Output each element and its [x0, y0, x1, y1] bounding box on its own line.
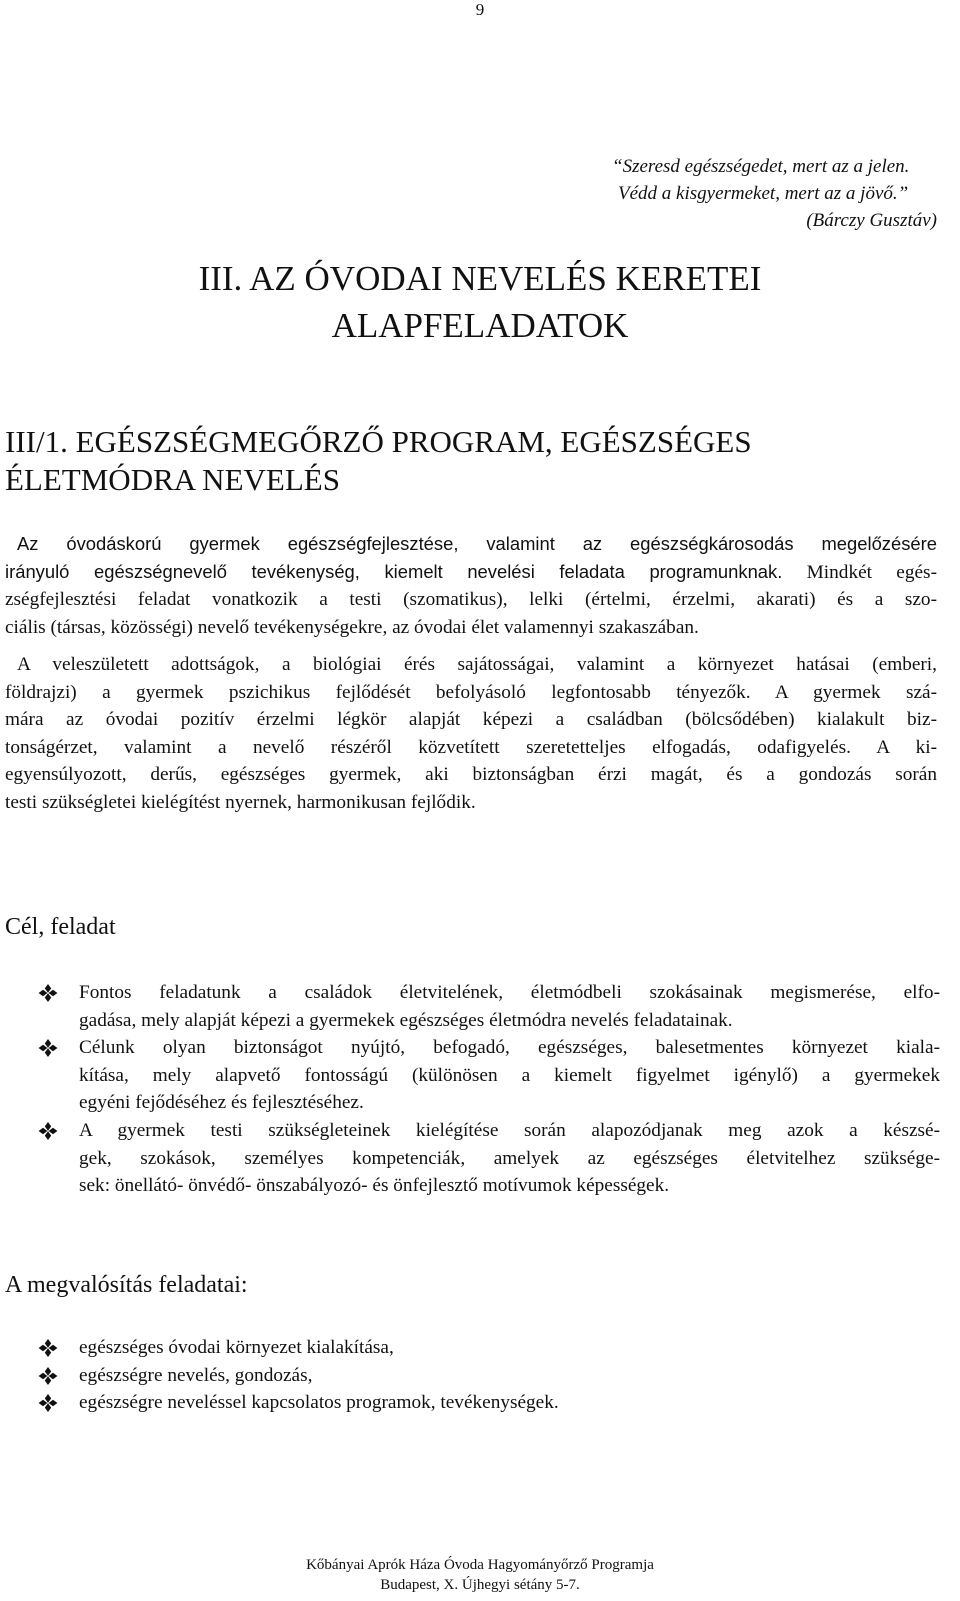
section-title-line-1: III/1. EGÉSZSÉGMEGŐRZŐ PROGRAM, EGÉSZSÉGES — [5, 424, 752, 459]
goal-heading: Cél, feladat — [5, 914, 116, 940]
chapter-title-line-2: ALAPFELADATOK — [331, 306, 629, 345]
intro-line — [5, 558, 937, 587]
four-diamond-icon — [38, 984, 58, 1002]
paragraph-line: tonságérzet, valamint a nevelő részéről közvetített szeretetteljes elfogadás, odafigyelés. A ki- — [5, 736, 937, 758]
section-title — [5, 423, 935, 499]
chapter-title-line-1: III. AZ ÓVODAI NEVELÉS KERETEI — [198, 259, 762, 298]
four-diamond-icon — [38, 1039, 58, 1057]
intro-line: zségfejlesztési feladat vonatkozik a testi (szomatikus), lelki (értelmi, érzelmi, akarati) és a szo- — [5, 589, 937, 611]
motto-author: (Bárczy Gusztáv) — [806, 210, 937, 231]
development-paragraph — [5, 651, 937, 817]
list-item — [0, 1334, 940, 1362]
four-diamond-icon — [38, 1339, 58, 1357]
paragraph-line: A veleszületett adottságok, a biológiai érés sajátosságai, valamint a környezet hatásai (emberi, — [17, 654, 937, 675]
paragraph-line: egyensúlyozott, derűs, egészséges gyermek, aki biztonságban érzi magát, és a gondozás során — [5, 764, 937, 786]
intro-line: Az óvodáskorú gyermek egészségfejlesztése, valamint az egészségkárosodás megelőzésére — [17, 533, 937, 554]
intro-line-sans: irányuló egészségnevelő tevékenység, kiemelt nevelési feladata programunknak. — [5, 560, 783, 582]
four-diamond-icon — [38, 1394, 58, 1412]
intro-line-serif: Mindkét egés- — [806, 561, 937, 583]
list-item — [0, 1117, 940, 1200]
intro-line: ciális (társas, közösségi) nevelő tevékenységekre, az óvodai élet valamennyi szakaszában. — [5, 616, 699, 638]
list-item-line: egyéni fejődéséhez és fejlesztéséhez. — [79, 1092, 364, 1114]
list-item — [0, 979, 940, 1034]
paragraph-line: földrajzi) a gyermek pszichikus fejlődését befolyásoló legfontosabb tényezők. A gyermek szá- — [5, 681, 937, 703]
tasks-list — [0, 1334, 940, 1417]
list-item-line: Fontos feladatunk a családok életvitelének, életmódbeli szokásainak megismerése, elfo- — [79, 982, 940, 1003]
list-item-line: Célunk olyan biztonságot nyújtó, befogadó, egészséges, balesetmentes környezet kiala- — [79, 1037, 940, 1059]
goal-list — [0, 979, 940, 1200]
paragraph-line: testi szükségletei kielégítést nyernek, harmonikusan fejlődik. — [5, 791, 476, 813]
list-item — [0, 1034, 940, 1117]
list-item-line: egészségre nevelés, gondozás, — [79, 1364, 313, 1386]
list-item-line: gadása, mely alapját képezi a gyermekek egészséges életmódra nevelés feladatainak. — [79, 1009, 733, 1031]
footer-line-2: Budapest, X. Újhegyi sétány 5-7. — [380, 1577, 580, 1593]
tasks-heading: A megvalósítás feladatai: — [5, 1272, 248, 1298]
four-diamond-icon — [38, 1367, 58, 1385]
paragraph-line: mára az óvodai pozitív érzelmi légkör alapját képezi a családban (bölcsődében) kialakult biz- — [5, 709, 937, 731]
footer-line-1: Kőbányai Aprók Háza Óvoda Hagyományőrző Programja — [306, 1557, 654, 1573]
page-number: 9 — [475, 0, 485, 19]
list-item-line: kítása, mely alapvető fontosságú (különösen a kiemelt figyelmet igénylő) a gyermekek — [79, 1064, 940, 1086]
list-item-line: egészséges óvodai környezet kialakítása, — [79, 1337, 394, 1358]
four-diamond-icon — [38, 1122, 58, 1140]
list-item-line: gek, szokások, személyes kompetenciák, amelyek az egészséges életvitelhez szüksége- — [79, 1147, 940, 1169]
list-item-line: egészségre neveléssel kapcsolatos programok, tevékenységek. — [79, 1392, 559, 1414]
section-title-line-2: ÉLETMÓDRA NEVELÉS — [5, 462, 340, 497]
list-item-line: sek: önellátó- önvédő- önszabályozó- és önfejlesztő motívumok képességek. — [79, 1175, 670, 1197]
motto-line-1: “Szeresd egészségedet, mert az a jelen. — [612, 156, 910, 177]
list-item-line: A gyermek testi szükségleteinek kielégítése során alapozódjanak meg azok a készsé- — [79, 1119, 940, 1141]
list-item — [0, 1389, 940, 1417]
motto-line-2: Védd a kisgyermeket, mert az a jövő.” — [618, 183, 909, 204]
motto-quote — [560, 153, 937, 234]
intro-paragraph — [5, 530, 937, 641]
list-item — [0, 1362, 940, 1390]
page-footer — [0, 1555, 960, 1595]
chapter-title — [0, 255, 960, 349]
